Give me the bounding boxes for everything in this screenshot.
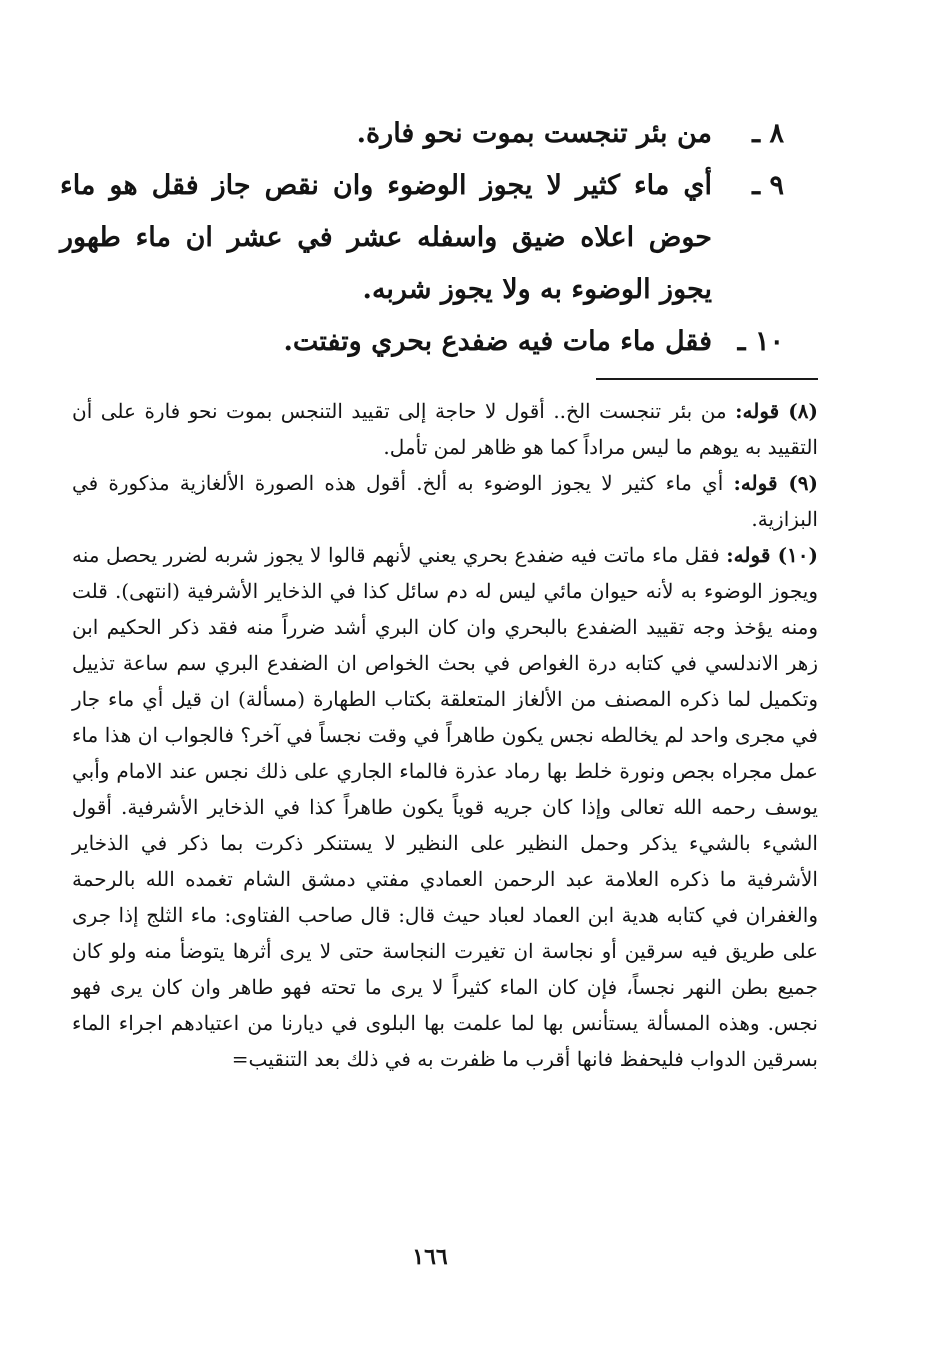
footnote-label: (١٠) قوله: xyxy=(726,543,818,567)
footnote-separator xyxy=(596,378,818,380)
main-item-9 xyxy=(60,160,784,316)
footnote-text: أي ماء كثير لا يجوز الوضوء به ألخ. أقول هذه الصورة الألغازية مذكورة في البزازية. xyxy=(72,471,818,531)
footnote-8 xyxy=(72,393,818,465)
item-number: ١٠ ـ xyxy=(737,326,784,357)
item-text: من بئر تنجست بموت نحو فارة. xyxy=(356,118,712,149)
main-item-10 xyxy=(60,316,784,368)
main-text xyxy=(60,108,784,368)
footnote-label: (٨) قوله: xyxy=(735,399,818,423)
footnote-label: (٩) قوله: xyxy=(733,471,819,495)
main-item-8 xyxy=(60,108,784,160)
footnotes xyxy=(72,393,818,1077)
footnote-text: من بئر تنجست الخ.. أقول لا حاجة إلى تقييد التنجس بموت نحو فارة على أن التقييد به يوهم ما ليس مراداً كما هو ظاهر لمن تأمل. xyxy=(72,399,818,459)
item-text: فقل ماء مات فيه ضفدع بحري وتفتت. xyxy=(283,326,712,357)
item-text: أي ماء كثير لا يجوز الوضوء وان نقص جاز فقل هو ماء حوض اعلاه ضيق واسفله عشر في عشر ان ماء طهور يجوز الوضوء به ولا يجوز شربه. xyxy=(60,170,712,305)
item-number: ٨ ـ xyxy=(752,118,784,149)
item-number: ٩ ـ xyxy=(752,170,784,201)
page-number: ١٦٦ xyxy=(412,1244,448,1270)
footnote-text: فقل ماء ماتت فيه ضفدع بحري يعني لأنهم قالوا لا يجوز شربه لضرر يحصل منه ويجوز الوضوء به لأنه حيوان مائي ليس له دم سائل كذا في الذخاير الأشرفية (انتهى). قلت ومنه يؤخذ وجه تقييد الضفدع بالبحري وان كان البري أشد ضرراً منه فقد ذكر الحكيم ابن زهر الاندلسي في كتابه درة الغواص في بحث الخواص ان الضفدع البري سم ساعة تذييل وتكميل لما ذكره المصنف من الألغاز المتعلقة بكتاب الطهارة (مسألة) ان قيل أي ماء جار في مجرى واحد لم يخالطه نجس يكون طاهراً في وقت نجساً في آخر؟ فالجواب ان هذا ماء عمل مجراه بجص ونورة خلط بها رماد عذرة فالماء الجاري على ذلك نجس عند الامام وأبي يوسف رحمه الله تعالى وإذا كان جريه قوياً يكون طاهراً كذا في الذخاير الأشرفية. أقول الشيء بالشيء يذكر وحمل النظير على النظير لا يستنكر ذكرت بما ذكر في الذخاير الأشرفية ما ذكره العلامة عبد الرحمن العمادي مفتي دمشق الشام تغمده الله بالرحمة والغفران في كتابه هدية ابن العماد لعباد حيث قال: قال صاحب الفتاوى: ماء الثلج إذا جرى على طريق فيه سرقين أو نجاسة ان تغيرت النجاسة حتى لا يرى أثرها يتوضأ منه ولو كان جميع بطن النهر نجساً، فإن كان الماء كثيراً لا يرى ما تحته فهو طاهر وان كان يرى فهو نجس. وهذه المسألة يستأنس بها لما علمت بها البلوى في ديارنا من اعتيادهم اجراء الماء بسرقين الدواب فليحفظ فانها أقرب ما ظفرت به في ذلك بعد التنقيب= xyxy=(72,543,818,1071)
footnote-9 xyxy=(72,465,818,537)
footnote-10 xyxy=(72,537,818,1077)
